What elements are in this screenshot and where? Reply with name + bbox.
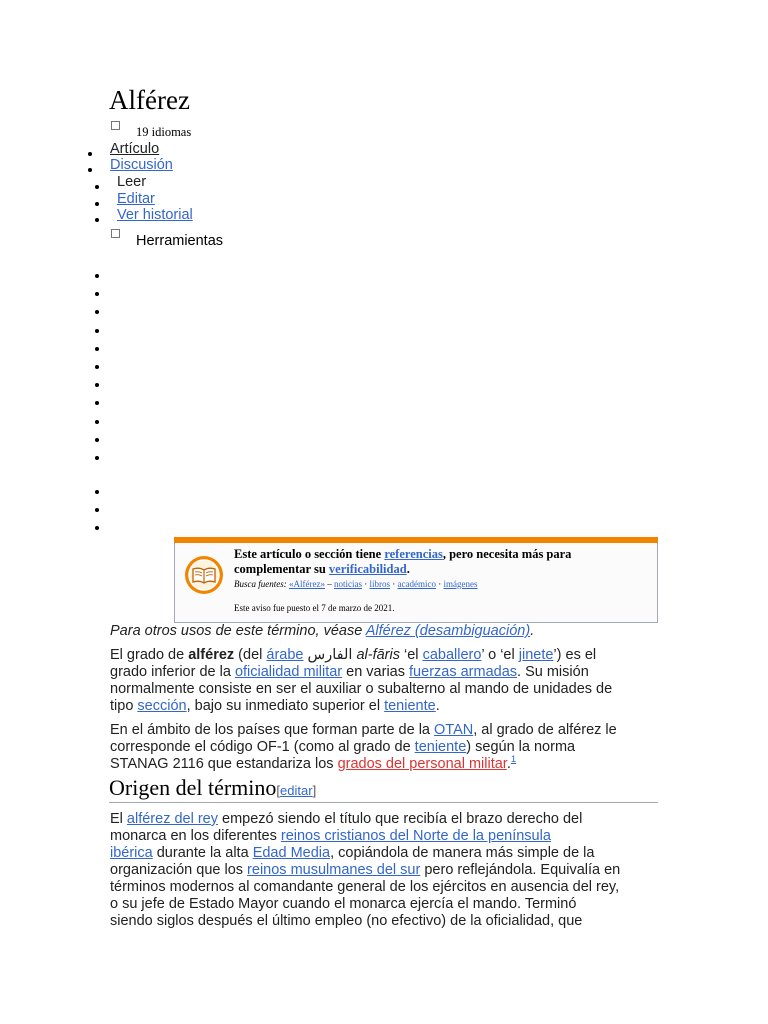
reference-1[interactable]: 1 xyxy=(510,754,517,766)
notice-main-text: Este artículo o sección tiene referencias, pero necesita más para complementar su verificabilidad. xyxy=(234,547,572,576)
tools-list-bullet xyxy=(95,508,99,512)
link-reinos-cristianos-cont[interactable]: ibérica xyxy=(110,845,153,861)
tab-edit[interactable]: Editar xyxy=(117,191,155,207)
tools-list-bullet xyxy=(95,274,99,278)
tools-list-bullet xyxy=(95,456,99,460)
link-referencias[interactable]: referencias xyxy=(384,547,443,561)
link-teniente-2[interactable]: teniente xyxy=(414,739,467,755)
list-bullet xyxy=(95,218,99,222)
edit-section-link[interactable]: editar xyxy=(280,783,313,798)
link-edad-media[interactable]: Edad Media xyxy=(252,845,331,861)
tab-history[interactable]: Ver historial xyxy=(117,207,193,223)
notice-text xyxy=(234,547,644,614)
notice-accent-bar xyxy=(174,537,658,543)
link-teniente[interactable]: teniente xyxy=(384,698,436,714)
tools-list-bullet xyxy=(95,526,99,530)
tab-read[interactable]: Leer xyxy=(117,174,147,190)
link-reinos-musulmanes[interactable]: reinos musulmanes del sur xyxy=(247,862,421,878)
tools-list-bullet xyxy=(95,383,99,387)
book-icon xyxy=(184,555,224,595)
link-otan[interactable]: OTAN xyxy=(434,722,474,738)
tools-checkbox[interactable] xyxy=(111,229,120,238)
link-verificabilidad[interactable]: verificabilidad xyxy=(328,562,407,576)
link-disambiguation[interactable]: Alférez (desambiguación) xyxy=(365,623,531,639)
tools-list-bullet xyxy=(95,329,99,333)
hatnote: Para otros usos de este término, véase Alférez (desambiguación). xyxy=(110,623,535,639)
source-link-imagenes[interactable]: imágenes xyxy=(443,579,478,589)
source-link-academico[interactable]: académico xyxy=(397,579,436,589)
link-alferez-del-rey[interactable]: alférez del rey xyxy=(126,811,218,827)
link-fuerzas-armadas[interactable]: fuerzas armadas xyxy=(409,664,518,680)
tools-list-bullet xyxy=(95,292,99,296)
paragraph-otan: En el ámbito de los países que forman parte de la OTAN, al grado de alférez le corresponde el código OF-1 (como al grado de teniente) según la norma STANAG 2116 que estandariza los grados del personal militar.$^1$ xyxy=(110,722,617,772)
notice-sources: Busca fuentes: «Alférez» – noticias · libros · académico · imágenes xyxy=(234,579,478,589)
section-heading-origen: Origen del término[editar] xyxy=(109,774,658,803)
list-bullet xyxy=(88,168,92,172)
tools-list-bullet xyxy=(95,310,99,314)
link-caballero[interactable]: caballero xyxy=(422,647,482,663)
link-arabe[interactable]: árabe xyxy=(266,647,304,663)
link-jinete[interactable]: jinete xyxy=(518,647,554,663)
tools-list-bullet xyxy=(95,347,99,351)
redlink-grados-personal-militar[interactable]: grados del personal militar xyxy=(337,756,507,772)
source-link-noticias[interactable]: noticias xyxy=(333,579,362,589)
source-link-libros[interactable]: libros xyxy=(369,579,390,589)
paragraph-origen: El alférez del rey empezó siendo el título que recibía el brazo derecho del monarca en los diferentes reinos cristianos del Norte de la península ibérica durante la alta Edad Media, copiándola de manera más simple de la organización que los reinos musulmanes del sur pero reflejándola. Equivalía en términos modernos al comandante general de los ejércitos en ausencia del rey, o su jefe de Estado Mayor cuando el monarca ejercía el mando. Terminó siendo siglos después el último empleo (no efectivo) de la oficialidad, que xyxy=(110,811,621,929)
list-bullet xyxy=(95,202,99,206)
source-link-alferez[interactable]: «Alférez» xyxy=(288,579,325,589)
tools-list-bullet xyxy=(95,401,99,405)
tools-label[interactable]: Herramientas xyxy=(136,233,224,249)
tab-discussion[interactable]: Discusión xyxy=(110,157,173,173)
tools-list-bullet xyxy=(95,365,99,369)
tools-list-bullet xyxy=(95,420,99,424)
tools-list-bullet xyxy=(95,490,99,494)
paragraph-intro: El grado de alférez (del árabe الفارس al-fāris ‘el caballero’ o ‘el jinete’) es el grado inferior de la oficialidad militar en varias fuerzas armadas. Su misión normalmente consiste en ser el auxiliar o subalterno al mando de unidades de tipo sección, bajo su inmediato superior el teniente. xyxy=(110,647,613,714)
languages-label[interactable]: 19 idiomas xyxy=(136,125,192,139)
link-seccion[interactable]: sección xyxy=(137,698,187,714)
tab-article[interactable]: Artículo xyxy=(110,141,160,157)
link-reinos-cristianos[interactable]: reinos cristianos del Norte de la península xyxy=(280,828,551,844)
link-oficialidad-militar[interactable]: oficialidad militar xyxy=(234,664,343,680)
list-bullet xyxy=(88,152,92,156)
page-title: Alférez xyxy=(109,85,190,115)
list-bullet xyxy=(95,185,99,189)
tools-list-bullet xyxy=(95,438,99,442)
languages-checkbox[interactable] xyxy=(111,121,120,130)
section-edit: [editar] xyxy=(276,783,317,798)
notice-date: Este aviso fue puesto el 7 de marzo de 2021. xyxy=(234,603,395,613)
